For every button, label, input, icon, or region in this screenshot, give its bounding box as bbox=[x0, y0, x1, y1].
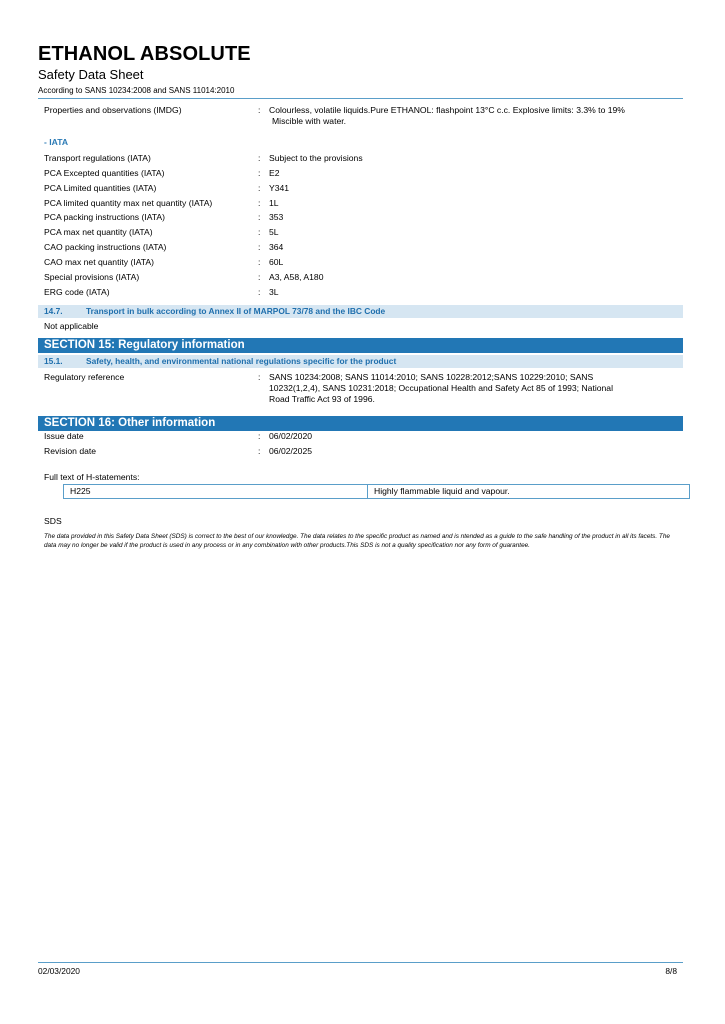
bulk-transport-text: Not applicable bbox=[44, 321, 99, 331]
colon: : bbox=[258, 153, 261, 163]
h-statements-heading: Full text of H-statements: bbox=[44, 472, 140, 482]
section-15-header bbox=[38, 338, 683, 353]
iata-row-label: Transport regulations (IATA) bbox=[44, 153, 151, 163]
iata-row-label: PCA limited quantity max net quantity (IATA) bbox=[44, 198, 213, 208]
issue-date-label: Issue date bbox=[44, 431, 84, 441]
iata-row bbox=[44, 225, 683, 239]
imdg-properties-value bbox=[269, 105, 687, 127]
section-15-title: SECTION 15: Regulatory information bbox=[44, 339, 245, 351]
revision-date-label: Revision date bbox=[44, 446, 97, 456]
h-statement-text: Highly flammable liquid and vapour. bbox=[374, 486, 510, 496]
colon: : bbox=[258, 198, 261, 208]
iata-row-value: 353 bbox=[269, 212, 284, 222]
subsection-15-1-bar bbox=[38, 355, 683, 368]
regulatory-reference-value bbox=[269, 372, 687, 405]
subsection-title: Safety, health, and environmental national regulations specific for the product bbox=[86, 356, 397, 366]
colon: : bbox=[258, 183, 261, 193]
section-16-title: SECTION 16: Other information bbox=[44, 417, 216, 429]
iata-row-value: E2 bbox=[269, 168, 280, 178]
iata-row bbox=[44, 151, 683, 165]
iata-row bbox=[44, 166, 683, 180]
iata-row-value: Subject to the provisions bbox=[269, 153, 363, 163]
imdg-properties-label: Properties and observations (IMDG) bbox=[44, 105, 182, 115]
document-subtitle: Safety Data Sheet bbox=[38, 67, 144, 82]
revision-date-value: 06/02/2025 bbox=[269, 446, 313, 456]
iata-row-label: ERG code (IATA) bbox=[44, 287, 110, 297]
iata-row-label: PCA packing instructions (IATA) bbox=[44, 212, 165, 222]
imdg-properties-row bbox=[44, 103, 683, 129]
colon: : bbox=[258, 242, 261, 252]
colon: : bbox=[258, 446, 261, 456]
h-code: H225 bbox=[70, 486, 91, 496]
sds-label: SDS bbox=[44, 516, 62, 526]
iata-row bbox=[44, 285, 683, 299]
regulatory-reference-label: Regulatory reference bbox=[44, 372, 125, 382]
iata-row-value: 60L bbox=[269, 257, 284, 267]
subsection-number: 15.1. bbox=[44, 356, 63, 366]
iata-row bbox=[44, 240, 683, 254]
regulatory-value-line-3: Road Traffic Act 93 of 1996. bbox=[269, 394, 375, 404]
regulatory-reference-row bbox=[44, 370, 683, 406]
issue-date-row bbox=[44, 429, 683, 443]
iata-row-value: A3, A58, A180 bbox=[269, 272, 324, 282]
h-code-cell bbox=[64, 485, 368, 498]
colon: : bbox=[258, 105, 261, 115]
iata-row bbox=[44, 210, 683, 224]
subsection-number: 14.7. bbox=[44, 306, 63, 316]
iata-row bbox=[44, 196, 683, 210]
issue-date-value: 06/02/2020 bbox=[269, 431, 313, 441]
iata-row bbox=[44, 270, 683, 284]
colon: : bbox=[258, 287, 261, 297]
colon: : bbox=[258, 168, 261, 178]
iata-row-value: 364 bbox=[269, 242, 284, 252]
iata-row-value: 3L bbox=[269, 287, 279, 297]
colon: : bbox=[258, 431, 261, 441]
page-number: 8/8 bbox=[665, 966, 677, 976]
iata-row-label: PCA Excepted quantities (IATA) bbox=[44, 168, 165, 178]
iata-row bbox=[44, 255, 683, 269]
iata-row-label: CAO packing instructions (IATA) bbox=[44, 242, 167, 252]
document-title: ETHANOL ABSOLUTE bbox=[38, 43, 251, 65]
imdg-value-line-2: Miscible with water. bbox=[272, 116, 347, 126]
regulatory-value-line-1: SANS 10234:2008; SANS 11014:2010; SANS 10228:2012;SANS 10229:2010; SANS bbox=[269, 372, 594, 382]
iata-row bbox=[44, 181, 683, 195]
iata-row-value: 5L bbox=[269, 227, 279, 237]
colon: : bbox=[258, 227, 261, 237]
iata-row-value: 1L bbox=[269, 198, 279, 208]
iata-row-label: PCA Limited quantities (IATA) bbox=[44, 183, 157, 193]
disclaimer: The data provided in this Safety Data Sheet (SDS) is correct to the best of our knowledge. The data relates to the specific product as named and is ntended as a guide to the safe handling of the product in all its facets. The data may no longer be valid if the product is used in any process or in any combination with other products.This SDS is not a quality specification nor any form of guarantee. bbox=[44, 533, 670, 549]
iata-row-label: PCA max net quantity (IATA) bbox=[44, 227, 153, 237]
h-statements-table bbox=[63, 484, 690, 499]
iata-heading: - IATA bbox=[44, 137, 69, 147]
iata-row-value: Y341 bbox=[269, 183, 290, 193]
colon: : bbox=[258, 272, 261, 282]
footer-date: 02/03/2020 bbox=[38, 966, 80, 976]
subsection-14-7-bar bbox=[38, 305, 683, 318]
colon: : bbox=[258, 212, 261, 222]
header-divider bbox=[38, 98, 683, 99]
regulatory-value-line-2: 10232(1,2,4), SANS 10231:2018; Occupational Health and Safety Act 85 of 1993; National bbox=[269, 383, 613, 393]
imdg-value-line-1: Colourless, volatile liquids.Pure ETHANOL: flashpoint 13°C c.c. Explosive limits: 3.3% to 19% bbox=[269, 105, 625, 115]
colon: : bbox=[258, 372, 261, 382]
footer-divider bbox=[38, 962, 683, 963]
colon: : bbox=[258, 257, 261, 267]
iata-row-label: Special provisions (IATA) bbox=[44, 272, 140, 282]
subsection-title: Transport in bulk according to Annex II of MARPOL 73/78 and the IBC Code bbox=[86, 306, 386, 316]
iata-row-label: CAO max net quantity (IATA) bbox=[44, 257, 155, 267]
conformity-statement: According to SANS 10234:2008 and SANS 11014:2010 bbox=[38, 86, 235, 95]
revision-date-row bbox=[44, 444, 683, 458]
